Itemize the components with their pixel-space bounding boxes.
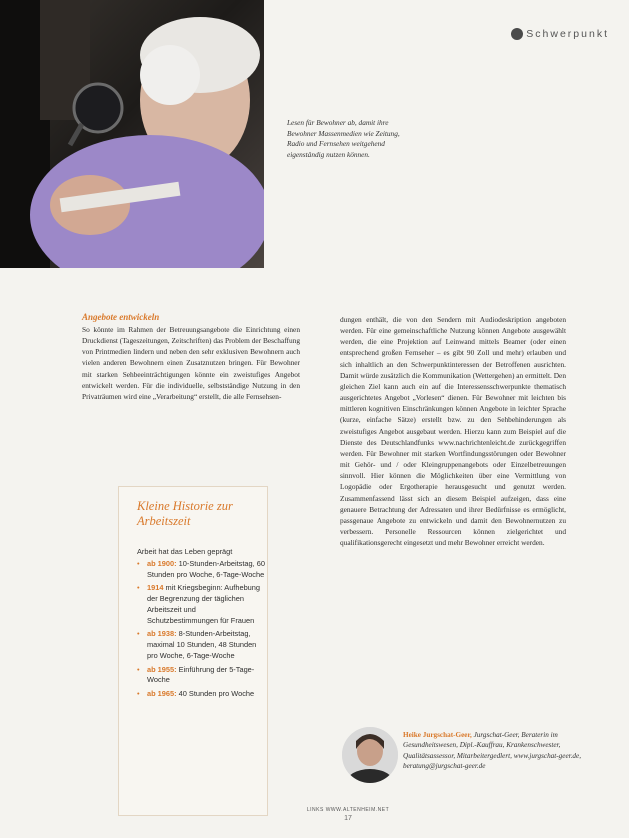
section-label: Schwerpunkt — [526, 28, 609, 40]
history-title: Kleine Historie zur Arbeitszeit — [137, 499, 233, 528]
list-item: • ab 1955: Einführung der 5-Tage-Woche — [137, 664, 255, 685]
history-intro: Arbeit hat das Leben geprägt — [137, 547, 233, 556]
author-avatar — [342, 727, 398, 783]
list-item: • 1914 mit Kriegsbeginn: Aufhebung der Begrenzung der täglichen Arbeitszeit und Schutzbestimmungen für Frauen — [137, 583, 261, 625]
body-text-left: So könnte im Rahmen der Betreuungsangebote die Einrichtung einen Druckdienst (Tageszeitungen, Zeitschriften) das Problem der Beschaffung von Printmedien lindern und neben den sehr exklusiven Bewohnern auch vielen anderen Bewohnern einen Zusatznutzen bringen. Für Bewohner mit starken Sehbeeinträchtigungen könnte ein zweistufiges Angebot entwickelt werden. Für die individuelle, selbstständige Nutzung in den Privaträumen wird eine „Verarbeitung“ erstellt, die alle Fernsehsen- — [82, 325, 300, 401]
section-dot-icon — [511, 28, 523, 40]
history-list — [137, 559, 267, 703]
list-item: • ab 1965: 40 Stunden pro Woche — [137, 689, 255, 699]
history-box — [118, 486, 268, 816]
author-info — [403, 730, 583, 772]
section-heading: Angebote entwickeln — [82, 312, 160, 322]
footer-link[interactable]: LINKS WWW.ALTENHEIM.NET — [306, 807, 390, 813]
photo-caption: Lesen für Bewohner ab, damit ihre Bewohner Massenmedien wie Zeitung, Radio und Fernsehen weitgehend eigenständig nutzen können. — [287, 118, 400, 159]
page-number: 17 — [344, 815, 352, 822]
page-footer — [288, 807, 408, 822]
list-item: • ab 1900: 10-Stunden-Arbeitstag, 60 Stunden pro Woche, 6-Tage-Woche — [137, 559, 265, 579]
author-portrait — [342, 727, 398, 783]
body-text-right: dungen enthält, die von den Sendern mit Audiodeskription angeboten werden. Für eine gemeinschaftliche Nutzung können Angebote ausgewählt werden, die eine Projektion auf Leinwand mittels Beamer (oder einen entsprechend großen Fernseher – es gibt 90 Zoll und mehr) erlauben und sich inhaltlich an den Schwerpunktinteressen der Betroffenen ausrichten. Damit würde zusätzlich die Kommunikation (Wettergehen) an ermittelt. Den gleichen Ziel kann auch ein auf die Interessensschwerpunkte thematisch ausgerichtetes Angebot „Vorlesen“ dienen. Für Bewohner mit leichten bis mittleren kognitiven Einschränkungen können Angebote in leichter Sprache (kurze, einfache Sätze) erstellt bzw. zu den Sehbehinderungen als zweistufiges Angebot ausgebaut werden. Hierzu kann zum Beispiel auf die Dienste des Deutschlandfunks www.nachrichtenleicht.de zurückgegriffen werden. Für Bewohner mit starken Wortfindungsstörungen oder Bewohner mit Gehör- und / oder Kleingruppenangebots oder Einzelbetreuungen sinnvoll. Hier können die Möglichkeiten über eine Vermittlung von Logopädie oder Ergotherapie herausgesucht und genutzt werden. Zusammenfassend lässt sich an diesem Beispiel aufzeigen, dass eine genauere Betrachtung der Adressaten und ihrer Bedürfnisse es ermöglicht, passgenaue Angebote zu entwickeln und damit den Bewohnernutzen zu verbessern. Personelle Ressourcen können zielgerichtet und qualifikationsgerecht eingesetzt und mehr Bewohner erreicht werden. — [340, 315, 566, 548]
author-bio: Jurgschat-Geer, Beraterin im Gesundheitswesen, Dipl.-Kauffrau, Krankenschwester, Qualitätsassessor, Mitarbeitergedlert, www.jurgschat-geer.de, beratung@jurgschat-geer.de — [403, 731, 582, 771]
elderly-woman-photo — [0, 0, 264, 268]
list-item: • ab 1938: 8-Stunden-Arbeitstag, maximal 10 Stunden, 48 Stunden pro Woche, 6-Tage-Woche — [137, 629, 257, 660]
author-name: Heike Jurgschat-Geer, — [403, 731, 472, 739]
section-tag — [511, 28, 609, 40]
photo-illustration — [0, 0, 264, 268]
